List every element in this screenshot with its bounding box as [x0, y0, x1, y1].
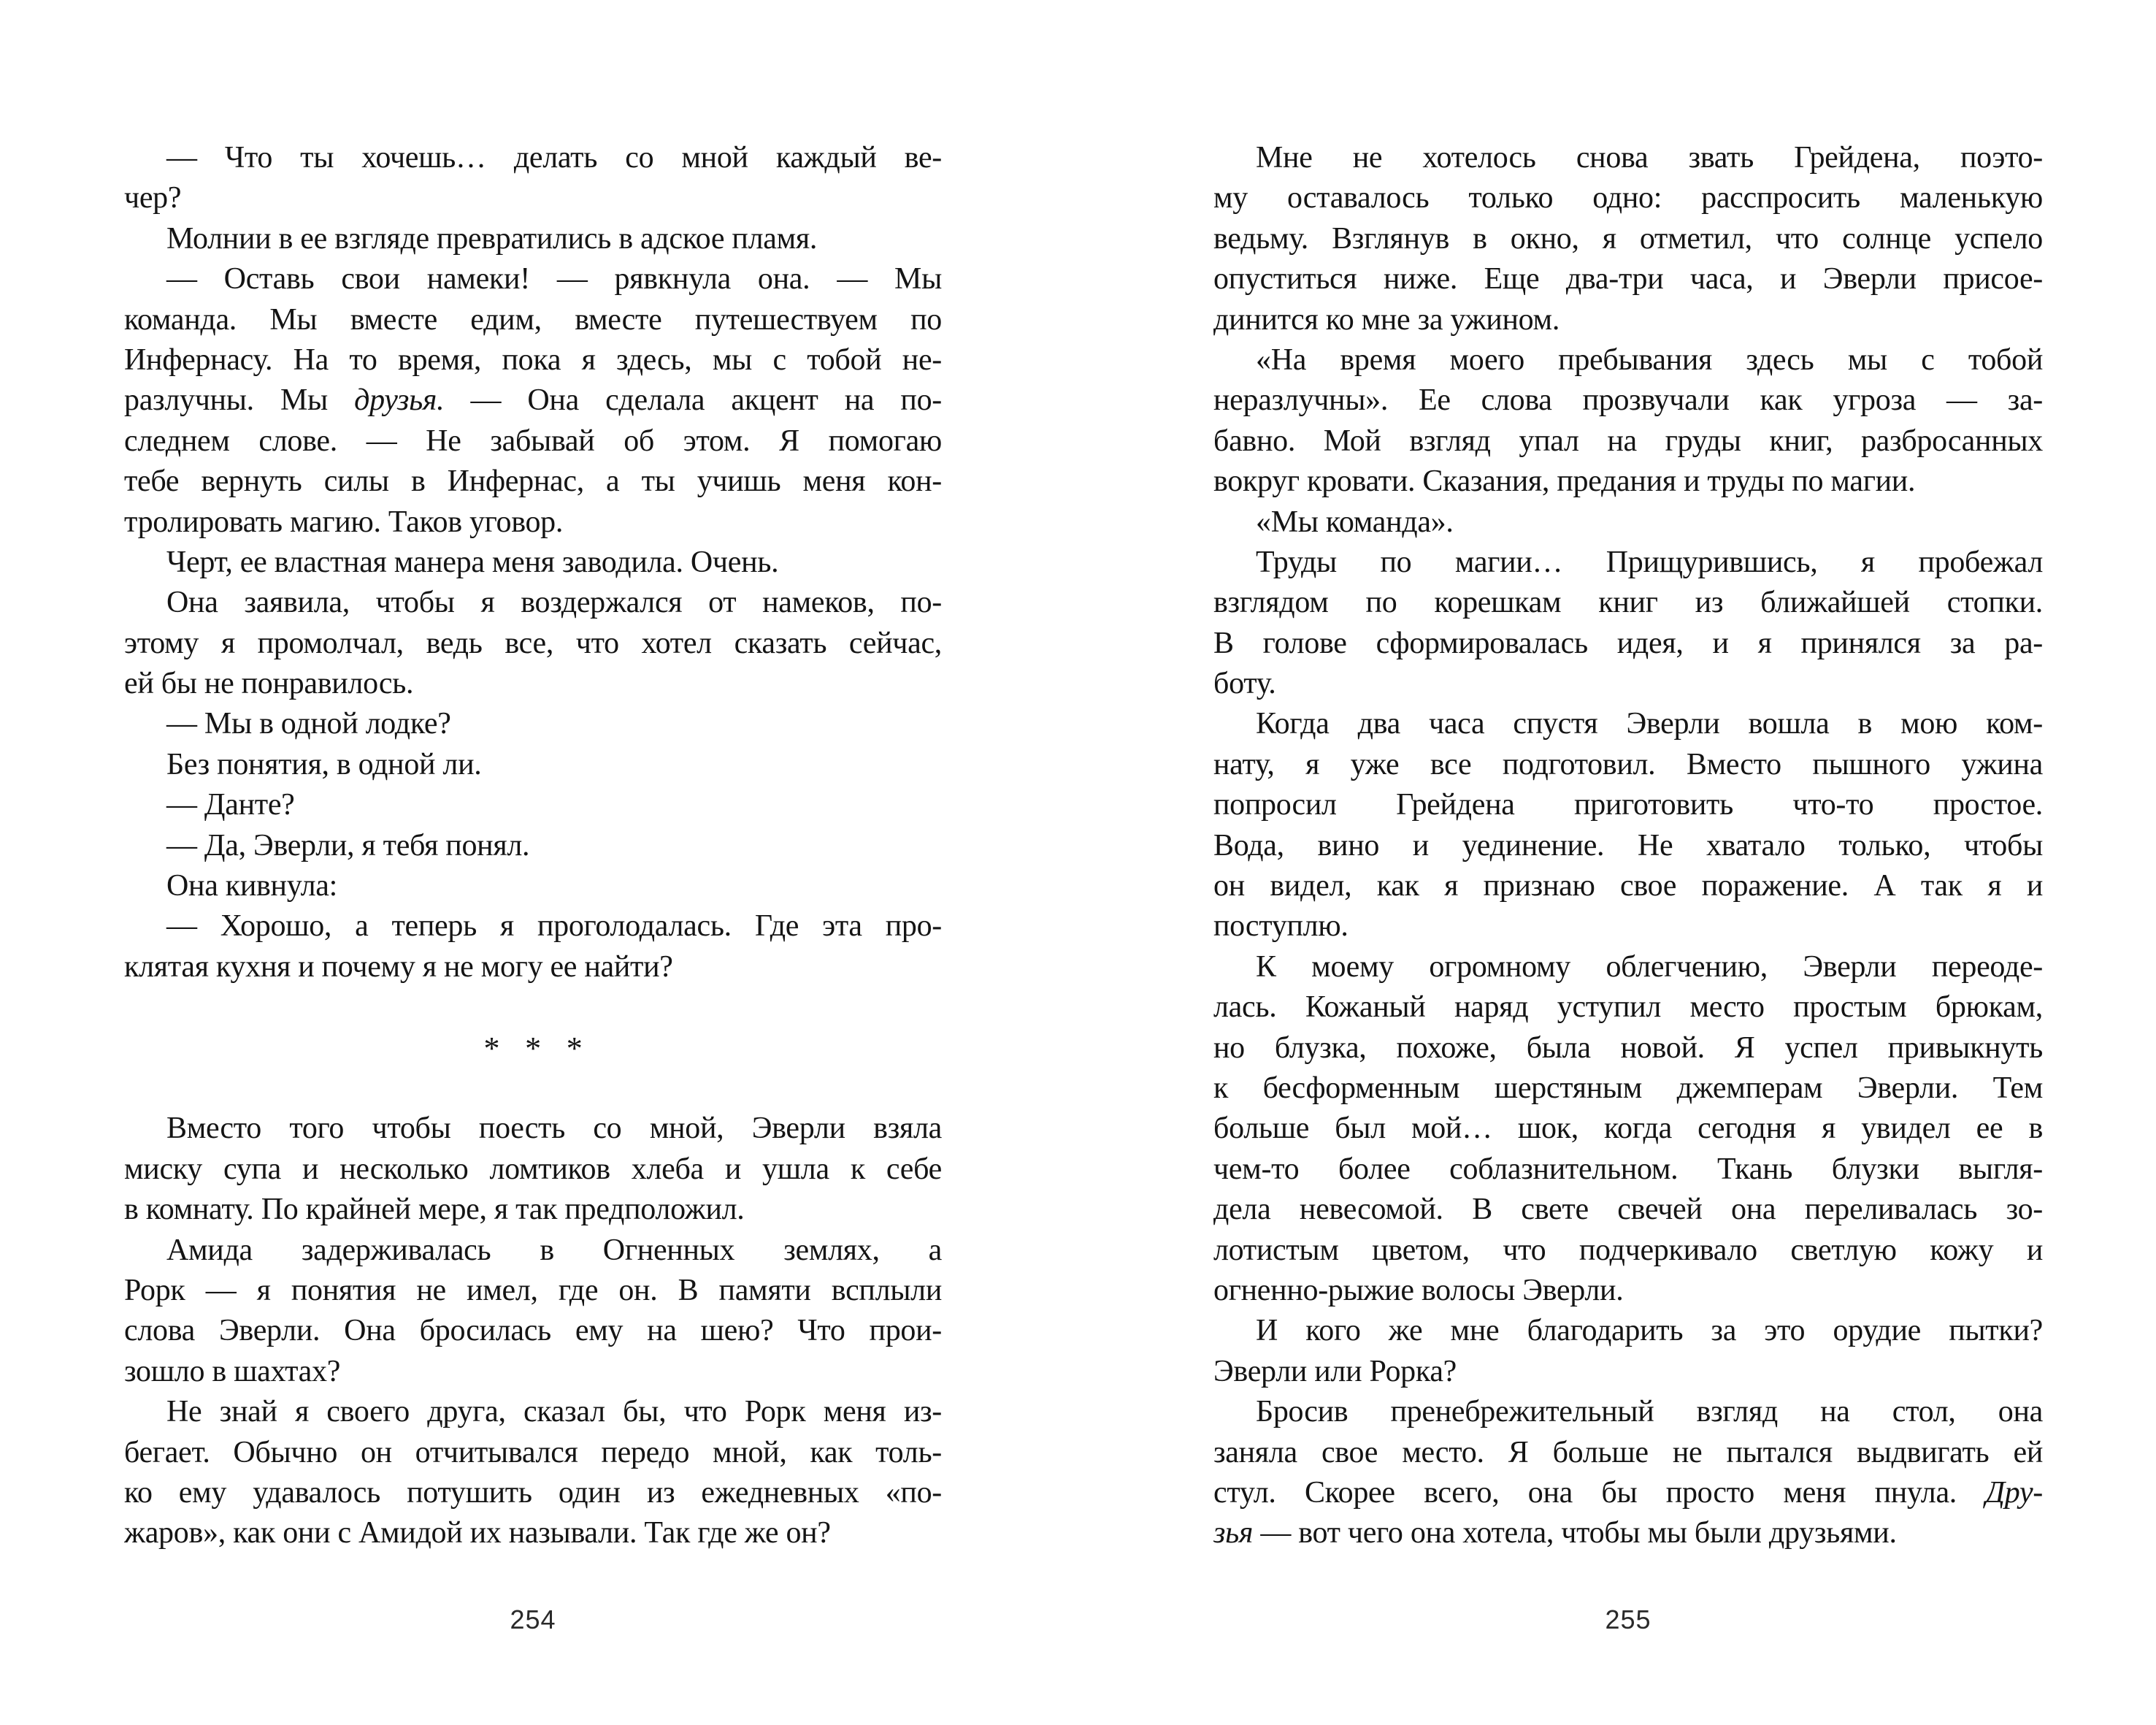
text-line: поступлю.: [1213, 909, 1349, 944]
text-line: следнем слове. — Не забывай об этом. Я помогаю: [124, 424, 942, 458]
text-line: ей бы не понравилось.: [124, 667, 414, 701]
text-line: боту.: [1213, 667, 1276, 701]
text-line: попросил Грейдена приготовить что-то простое.: [1213, 788, 2043, 822]
section-separator: * * *: [483, 1030, 583, 1066]
text-line: дела невесомой. В свете свечей она переливалась зо-: [1213, 1193, 2043, 1227]
text-line: но блузка, похоже, была новой. Я успел привыкнуть: [1213, 1030, 2043, 1065]
text-line: неразлучны». Ее слова прозвучали как угроза — за-: [1213, 383, 2043, 418]
text-line: Когда два часа спустя Эверли вошла в мою ком-: [1256, 707, 2043, 741]
text-line: [124, 1068, 942, 1109]
text-line: нату, я уже все подготовил. Вместо пышного ужина: [1213, 747, 2043, 781]
text-line: клятая кухня и почему я не могу ее найти?: [124, 949, 673, 984]
text-line: Черт, ее властная манера меня заводила. Очень.: [166, 545, 779, 579]
text-line: миску супа и несколько ломтиков хлеба и ушла к себе: [124, 1152, 942, 1186]
text-line: Вода, вино и уединение. Не хватало только, чтобы: [1213, 828, 2043, 862]
text-line: зошло в шахтах?: [124, 1354, 341, 1388]
text-line: тебе вернуть силы в Инфернас, а ты учишь меня кон-: [124, 464, 942, 499]
text-line: Она кивнула:: [166, 869, 337, 903]
text-line: этому я промолчал, ведь все, что хотел сказать сейчас,: [124, 626, 942, 660]
text-line: вокруг кровати. Сказания, предания и труды по магии.: [1213, 464, 1916, 499]
text-line: в комнату. По крайней мере, я так предположил.: [124, 1193, 745, 1227]
text-line: Молнии в ее взгляде превратились в адское пламя.: [166, 221, 818, 256]
text-line: [124, 987, 942, 1028]
text-line: Без понятия, в одной ли.: [166, 747, 482, 781]
page-right-number: 255: [1605, 1604, 1651, 1634]
text-line: Мне не хотелось снова звать Грейдена, поэто-: [1256, 141, 2043, 175]
text-line: — Мы в одной лодке?: [166, 707, 451, 741]
text-line: Инфернасу. На то время, пока я здесь, мы с тобой не-: [124, 343, 942, 377]
text-line: К моему огромному облегчению, Эверли переоде-: [1256, 949, 2043, 984]
text-line: ко ему удавалось потушить один из ежедневных «по-: [124, 1475, 942, 1510]
text-line: Не знай я своего друга, сказал бы, что Рорк меня из-: [166, 1395, 942, 1429]
text-line: — Оставь свои намеки! — рявкнула она. — Мы: [166, 262, 942, 297]
text-line: «На время моего пребывания здесь мы с тобой: [1256, 343, 2043, 377]
text-line: он видел, как я признаю свое поражение. А так я и: [1213, 869, 2043, 903]
text-line: команда. Мы вместе едим, вместе путешествуем по: [124, 302, 942, 337]
text-line: лась. Кожаный наряд уступил место простым брюкам,: [1213, 990, 2043, 1025]
text-line: зья — вот чего она хотела, чтобы мы были друзьями.: [1213, 1516, 1897, 1550]
text-line: взглядом по корешкам книг из ближайшей стопки.: [1213, 586, 2043, 620]
text-line: динится ко мне за ужином.: [1213, 302, 1560, 337]
text-line: Она заявила, чтобы я воздержался от намеков, по-: [166, 586, 942, 620]
text-line: Вместо того чтобы поесть со мной, Эверли взяла: [166, 1112, 942, 1146]
text-line: к бесформенным шерстяным джемперам Эверли. Тем: [1213, 1071, 2043, 1105]
text-line: огненно-рыжие волосы Эверли.: [1213, 1273, 1624, 1307]
page-left-text: [124, 138, 942, 1554]
text-line: жаров», как они с Амидой их называли. Так где же он?: [124, 1516, 831, 1550]
text-line: ведьму. Взглянув в окно, я отметил, что солнце успело: [1213, 221, 2043, 256]
page-right-text: [1213, 138, 2043, 1554]
text-line: чер?: [124, 181, 182, 215]
text-line: больше был мой… шок, когда сегодня я увидел ее в: [1213, 1112, 2043, 1146]
text-line: Рорк — я понятия не имел, где он. В памяти всплыли: [124, 1273, 942, 1307]
text-line: Бросив пренебрежительный взгляд на стол, она: [1256, 1395, 2043, 1429]
text-line: бегает. Обычно он отчитывался передо мной, как толь-: [124, 1435, 942, 1469]
text-line: Амида задерживалась в Огненных землях, а: [166, 1233, 942, 1267]
text-line: — Да, Эверли, я тебя понял.: [166, 828, 530, 862]
text-line: заняла свое место. Я больше не пытался выдвигать ей: [1213, 1435, 2043, 1469]
text-line: — Хорошо, а теперь я проголодалась. Где эта про-: [166, 909, 942, 944]
page-left-number: 254: [510, 1604, 556, 1634]
page-right: [1078, 0, 2156, 1725]
text-line: лотистым цветом, что подчеркивало светлую кожу и: [1213, 1233, 2043, 1267]
text-line: тролировать магию. Таков уговор.: [124, 505, 564, 539]
text-line: — Что ты хочешь… делать со мной каждый ве-: [166, 141, 942, 175]
text-line: Эверли или Рорка?: [1213, 1354, 1457, 1388]
text-line: чем-то более соблазнительном. Ткань блузки выгля-: [1213, 1152, 2043, 1186]
text-line: Труды по магии… Прищурившись, я пробежал: [1256, 545, 2043, 579]
text-line: му оставалось только одно: расспросить маленькую: [1213, 181, 2043, 215]
text-line: «Мы команда».: [1256, 505, 1454, 539]
text-line: опуститься ниже. Еще два-три часа, и Эверли присое-: [1213, 262, 2043, 297]
text-line: разлучны. Мы друзья. — Она сделала акцент на по-: [124, 383, 942, 418]
text-line: бавно. Мой взгляд упал на груды книг, разбросанных: [1213, 424, 2043, 458]
text-line: слова Эверли. Она бросилась ему на шею? Что прои-: [124, 1314, 942, 1348]
text-line: И кого же мне благодарить за это орудие пытки?: [1256, 1314, 2043, 1348]
text-line: стул. Скорее всего, она бы просто меня пнула. Дру-: [1213, 1475, 2043, 1510]
text-line: — Данте?: [166, 788, 295, 822]
text-line: В голове сформировалась идея, и я принялся за ра-: [1213, 626, 2043, 660]
